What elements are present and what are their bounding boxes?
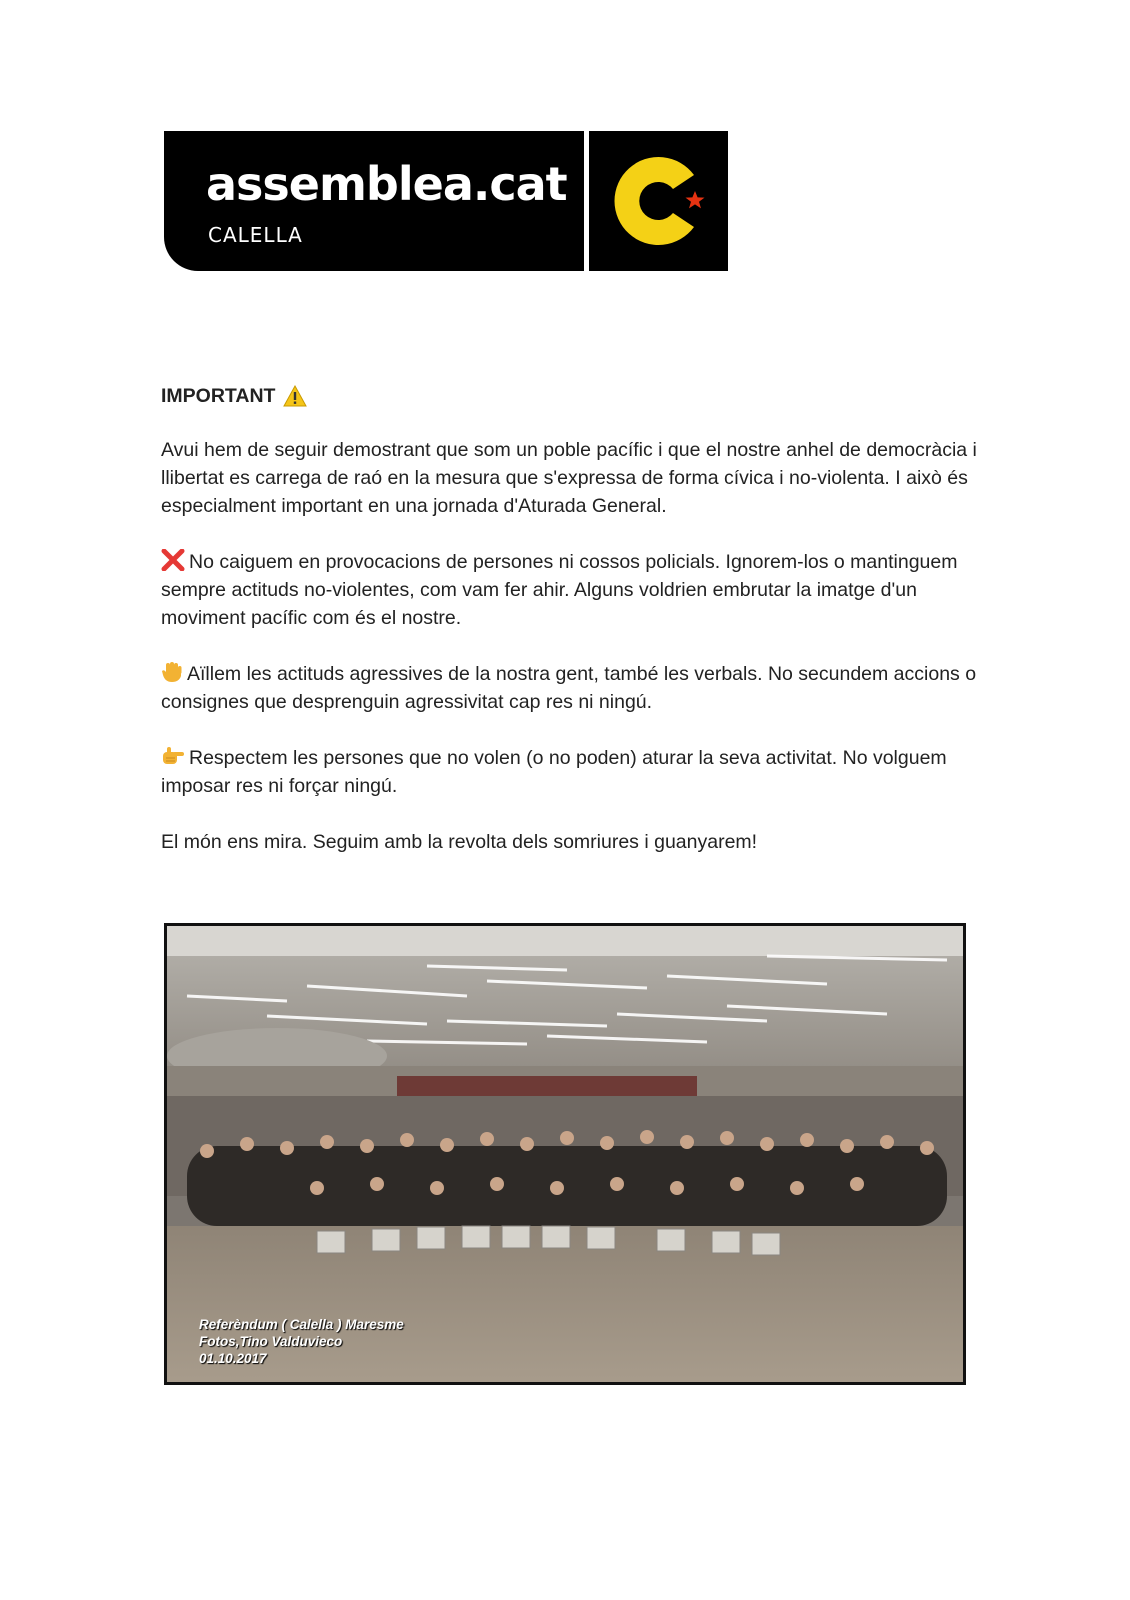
group-photo bbox=[164, 923, 966, 1385]
paragraph-text: Avui hem de seguir demostrant que som un poble pacífic i que el nostre anhel de democràcia i llibertat es carrega de raó en la mesura que s'expressa de forma cívica i no-violenta. I això és especialment important en una jornada d'Aturada General. bbox=[161, 439, 977, 517]
paragraph-provocations bbox=[161, 548, 981, 632]
announcement bbox=[161, 382, 981, 884]
paragraph-text: Respectem les persones que no volen (o no poden) aturar la seva activitat. No volguem imposar res ni forçar ningú. bbox=[161, 747, 947, 797]
photo-caption bbox=[199, 1316, 404, 1367]
paragraph-respect bbox=[161, 744, 981, 800]
caption-line: 01.10.2017 bbox=[199, 1351, 267, 1366]
logo-wordmark-block bbox=[164, 131, 584, 271]
c-star-icon bbox=[589, 131, 728, 271]
paragraph-intro bbox=[161, 436, 981, 520]
raised-hand-icon bbox=[161, 661, 183, 683]
group-photo-illustration bbox=[167, 926, 963, 1382]
caption-line: Fotos,Tino Valduvieco bbox=[199, 1334, 343, 1349]
heading-text: IMPORTANT bbox=[161, 385, 276, 407]
logo-mark bbox=[589, 131, 728, 271]
logo-name: assemblea.cat bbox=[206, 157, 567, 211]
paragraph-text: No caiguem en provocacions de persones ni cossos policials. Ignorem-los o mantinguem sempre actituds no-violentes, com vam fer ahir. Alguns voldrien embrutar la imatge d'un moviment pacífic com és el nostre. bbox=[161, 551, 958, 629]
paragraph-text: El món ens mira. Seguim amb la revolta dels somriures i guanyarem! bbox=[161, 831, 758, 853]
paragraph-text: Aïllem les actituds agressives de la nostra gent, també les verbals. No secundem accions o consignes que desprenguin agressivitat cap res ni ningú. bbox=[161, 663, 977, 713]
paragraph-closing bbox=[161, 828, 981, 856]
logo-subtitle: CALELLA bbox=[208, 223, 303, 247]
paragraph-isolate bbox=[161, 660, 981, 716]
pointing-hand-icon bbox=[161, 745, 185, 767]
announcement-heading bbox=[161, 382, 981, 410]
cross-mark-icon bbox=[161, 549, 185, 571]
warning-icon bbox=[283, 385, 307, 407]
caption-line: Referèndum ( Calella ) Maresme bbox=[199, 1317, 404, 1332]
